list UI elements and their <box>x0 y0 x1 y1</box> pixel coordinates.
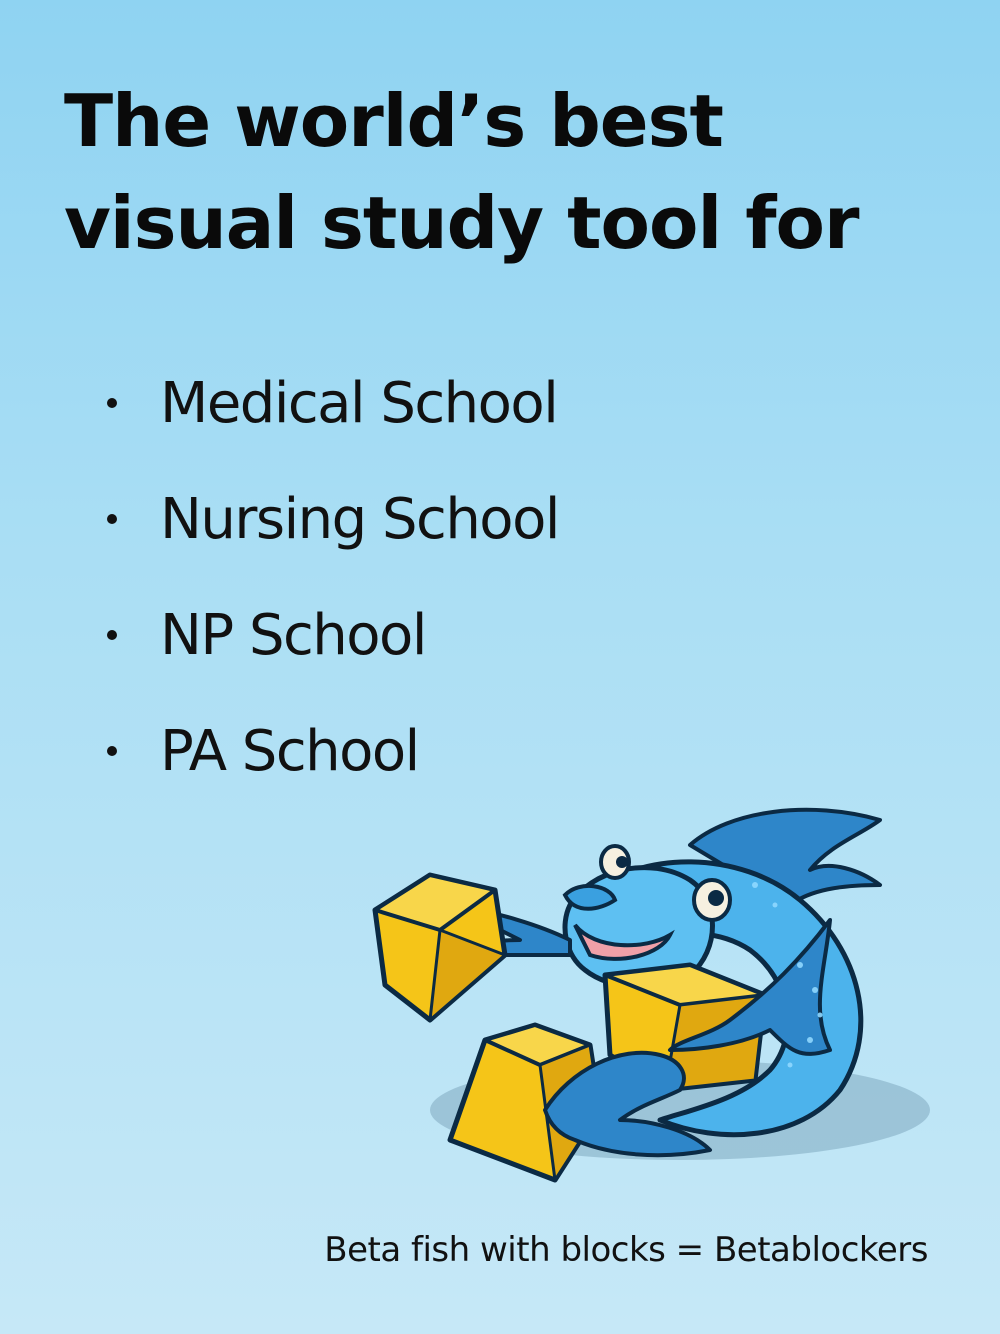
fish-snout <box>565 886 615 909</box>
school-label: Nursing School <box>160 486 559 552</box>
school-list <box>100 345 559 809</box>
school-label: Medical School <box>160 370 558 436</box>
list-item <box>100 461 559 577</box>
bullet-icon <box>107 746 117 756</box>
bullet-icon <box>107 514 117 524</box>
illustration-caption: Beta fish with blocks = Betablockers <box>324 1230 928 1270</box>
fish-pupil-right <box>708 890 724 906</box>
beta-fish-illustration-icon <box>360 790 940 1190</box>
school-label: PA School <box>160 718 419 784</box>
block-left <box>375 875 505 1020</box>
headline: The world’s best visual study tool for <box>64 79 859 265</box>
bullet-icon <box>107 398 117 408</box>
list-item <box>100 345 559 461</box>
fish-pupil-left <box>616 856 628 868</box>
school-label: NP School <box>160 602 426 668</box>
list-item <box>100 577 559 693</box>
bullet-icon <box>107 630 117 640</box>
